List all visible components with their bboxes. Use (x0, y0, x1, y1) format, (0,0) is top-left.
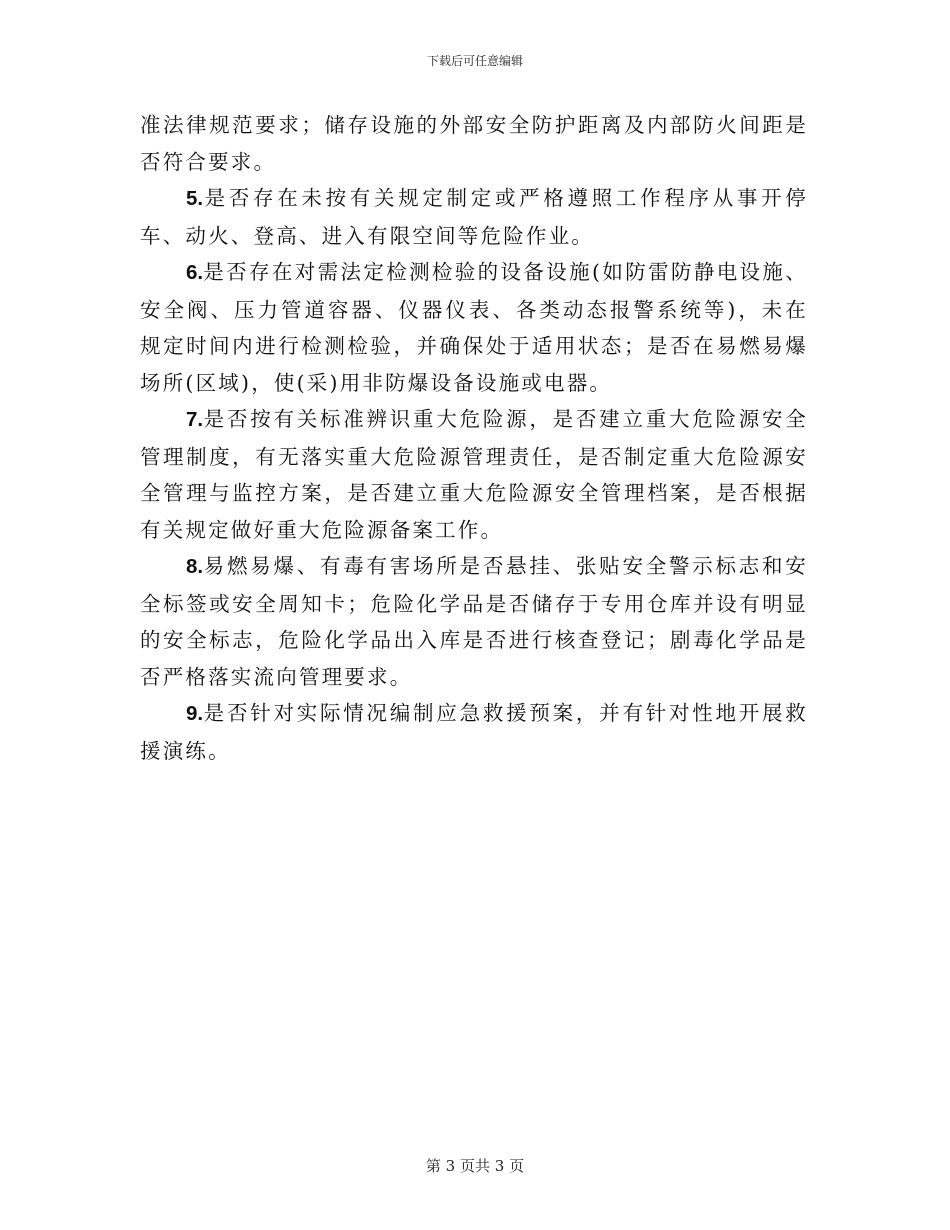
paragraph-item-7 (140, 401, 808, 548)
paragraph-text: 准法律规范要求；储存设施的外部安全防护距离及内部防火间距是否符合要求。 (140, 113, 808, 174)
paragraph-continuation (140, 107, 808, 180)
item-number: 6. (186, 261, 204, 284)
paragraph-text: 是否针对实际情况编制应急救援预案，并有针对性地开展救援演练。 (140, 701, 808, 763)
paragraph-text: 易燃易爆、有毒有害场所是否悬挂、张贴安全警示标志和安全标签或安全周知卡；危险化学品是否储存于专用仓库并设有明显的安全标志，危险化学品出入库是否进行核查登记；剧毒化学品是否严格落实流向管理要求。 (140, 554, 808, 689)
item-number: 7. (186, 408, 204, 431)
paragraph-text: 是否按有关标准辨识重大危险源，是否建立重大危险源安全管理制度，有无落实重大危险源管理责任，是否制定重大危险源安全管理与监控方案，是否建立重大危险源安全管理档案，是否根据有关规定做好重大危险源备案工作。 (140, 407, 808, 542)
paragraph-item-6 (140, 254, 808, 401)
paragraph-item-9 (140, 695, 808, 769)
page-header: 下载后可任意编辑 (426, 54, 523, 68)
document-body (140, 107, 808, 769)
paragraph-text: 是否存在对需法定检测检验的设备设施(如防雷防静电设施、安全阀、压力管道容器、仪器仪表、各类动态报警系统等)，未在规定时间内进行检测检验，并确保处于适用状态；是否在易燃易爆场所(区域)，使(采)用非防爆设备设施或电器。 (140, 260, 808, 395)
paragraph-text: 是否存在未按有关规定制定或严格遵照工作程序从事开停车、动火、登高、进入有限空间等危险作业。 (140, 186, 808, 248)
item-number: 5. (186, 187, 204, 210)
page-footer: 第 3 页共 3 页 (425, 1157, 525, 1175)
paragraph-item-8 (140, 548, 808, 695)
item-number: 9. (186, 702, 204, 725)
paragraph-item-5 (140, 180, 808, 254)
item-number: 8. (186, 555, 204, 578)
